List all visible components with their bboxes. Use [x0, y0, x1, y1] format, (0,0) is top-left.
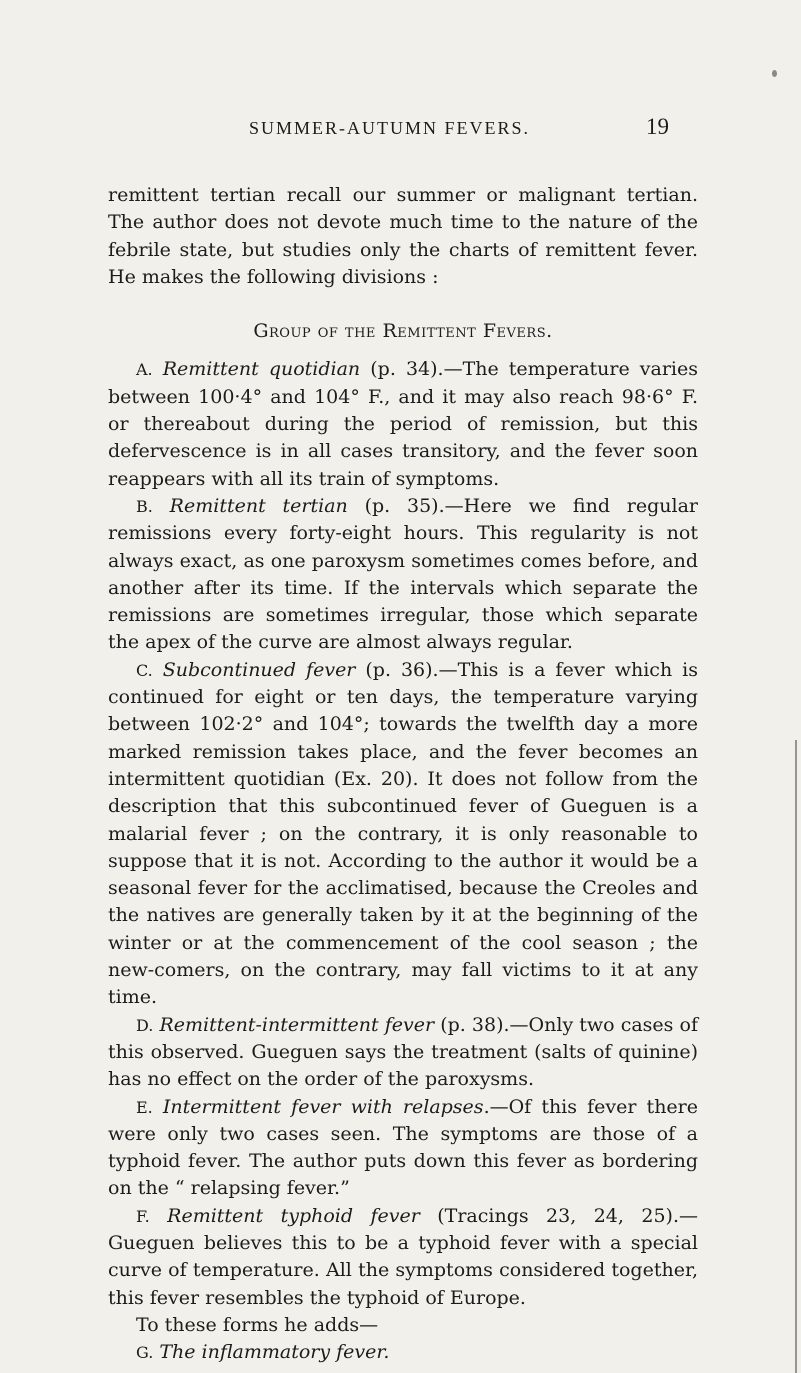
list-item-a — [108, 356, 698, 492]
item-letter: E. — [136, 1097, 153, 1117]
item-text: .—Of this fever there were only two cases seen. The symptoms are those of a typhoid fever. The author puts down this fever as bordering on the “ relapsing fever.” — [108, 1095, 698, 1200]
item-text: (p. 35).—Here we find regular remissions every forty-eight hours. This regularity is not always exact, as one paroxysm sometimes comes before, and another after its time. If the intervals which separate the remissions are sometimes irregular, those which separate the apex of the curve are almost always regular. — [108, 494, 699, 654]
page-edge-line — [795, 740, 797, 1373]
section-heading: Group of the Remittent Fevers. — [253, 320, 553, 343]
list-item-c — [108, 657, 698, 1012]
item-text: (Tracings 23, 24, 25).—Gueguen believes this to be a typhoid fever with a special curve of temperature. All the symptoms considered together, this fever resembles the typhoid of Europe. — [108, 1204, 698, 1309]
item-term: Subcontinued fever — [162, 658, 356, 681]
item-letter: D. — [136, 1015, 154, 1035]
item-text: (p. 36).—This is a fever which is continued for eight or ten days, the temperature varying between 102·2° and 104°; towards the twelfth day a more marked remission takes place, and the fever becomes an intermittent quotidian (Ex. 20). It does not follow from the description that this subcontinued fever of Gueguen is a malarial fever ; on the contrary, it is only reasonable to suppose that it is not. According to the author it would be a seasonal fever for the acclimatised, because the Creoles and the natives are generally taken by it at the beginning of the winter or at the commencement of the cool season ; the new-comers, on the contrary, may fall victims to it at any time. — [108, 658, 698, 1009]
ink-mark — [772, 70, 777, 77]
page-header — [0, 114, 801, 148]
page-number: 19 — [646, 114, 669, 139]
item-letter: G. — [136, 1343, 154, 1363]
list-item-e — [108, 1094, 698, 1203]
item-letter: A. — [136, 360, 153, 380]
item-text: (p. 38).—Only two cases of this observed. Gueguen says the treatment (salts of quinine) has no effect on the order of the paroxysms. — [108, 1013, 698, 1091]
running-head: SUMMER-AUTUMN FEVERS. — [249, 118, 531, 138]
list-item-f — [108, 1203, 698, 1312]
item-term: Remittent tertian — [169, 494, 348, 517]
item-term: Remittent-intermittent fever — [159, 1013, 435, 1036]
item-letter: B. — [136, 496, 153, 516]
item-term: Intermittent fever with relapses — [162, 1095, 484, 1118]
intro-paragraph: remittent tertian recall our summer or malignant tertian. The author does not devote much time to the nature of the febrile state, but studies only the charts of remittent fever. He makes the following divisions : — [108, 184, 698, 288]
list-item-g — [108, 1339, 698, 1366]
item-letter: C. — [136, 660, 153, 680]
list-item-d — [108, 1012, 698, 1094]
item-term: Remittent typhoid fever — [167, 1204, 420, 1227]
list-item-b — [108, 493, 698, 657]
item-letter: F. — [136, 1206, 150, 1226]
body-text — [108, 182, 698, 1366]
item-term: Remittent quotidian — [162, 358, 361, 381]
item-term: The inflammatory fever. — [159, 1341, 390, 1364]
item-text: (p. 34).—The temperature varies between 100·4° and 104° F., and it may also reach 98·6° F. or thereabout during the period of remission, but this defervescence is in all cases transitory, and the fever soon reappears with all its train of symptoms. — [108, 358, 698, 490]
closing-line: To these forms he adds— — [136, 1313, 379, 1336]
